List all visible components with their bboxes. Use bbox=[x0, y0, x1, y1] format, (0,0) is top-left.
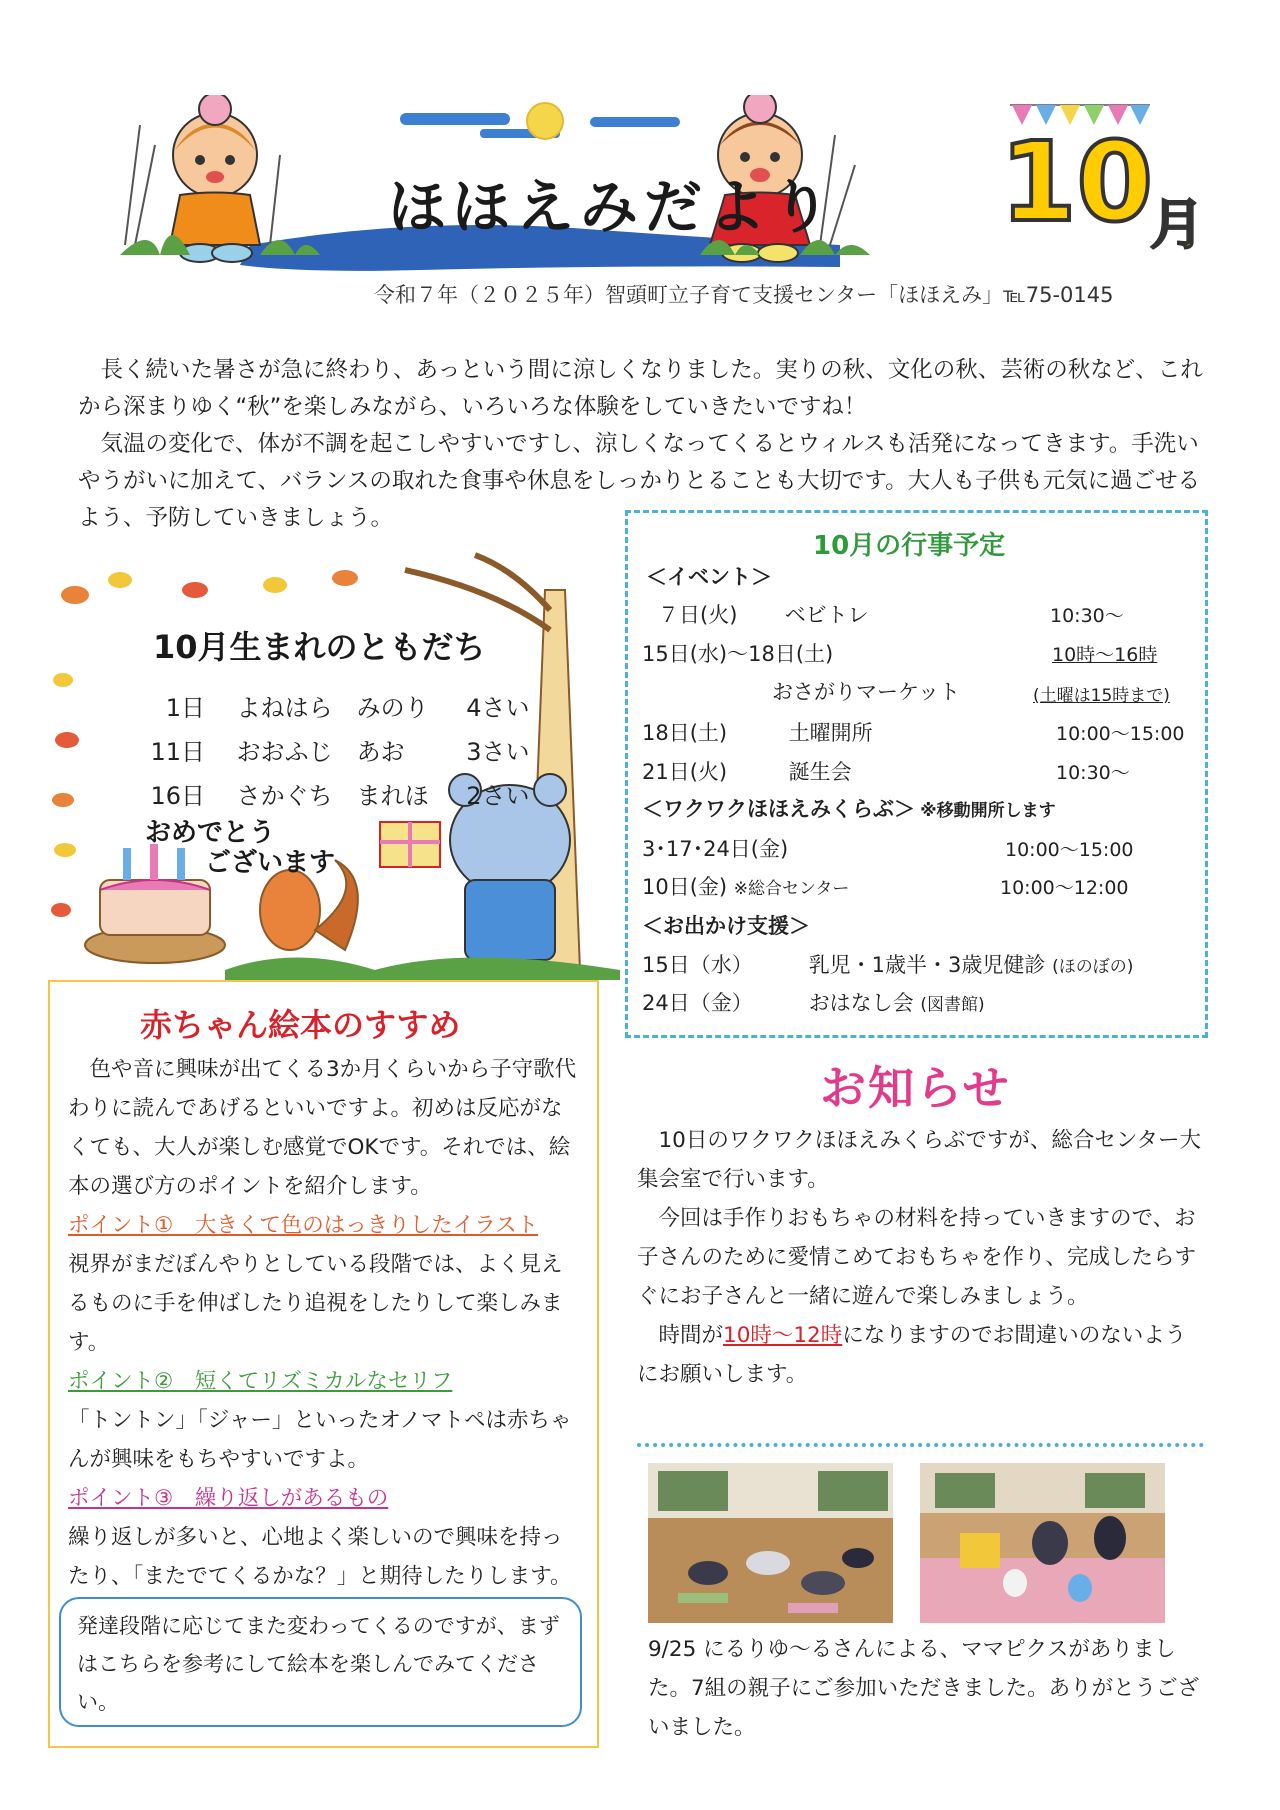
point-1-title: ポイント① 大きくて色のはっきりしたイラスト bbox=[68, 1213, 539, 1238]
outing-row bbox=[642, 949, 1133, 979]
club-time: 10:00～15:00 bbox=[1005, 839, 1134, 861]
outing-date: 24日（金） bbox=[642, 991, 753, 1015]
book-note: 発達段階に応じてまた変わってくるのですが、まずはこちらを参考にして絵本を楽しんでみてください。 bbox=[59, 1597, 582, 1727]
event-time: 10:00～15:00 bbox=[1056, 723, 1185, 745]
intro-paragraph-1: 長く続いた暑さが急に終わり、あっという間に涼しくなりました。実りの秋、文化の秋、芸術の秋など、これから深まりゆく“秋”を楽しみながら、いろいろな体験をしていきたいですね！ bbox=[78, 357, 1203, 420]
club-time: 10:00～12:00 bbox=[1000, 877, 1129, 899]
news-body bbox=[637, 1121, 1202, 1394]
club-location-note: ※総合センター bbox=[733, 879, 850, 899]
event-name: おさがりマーケット bbox=[772, 680, 960, 704]
news-title: お知らせ bbox=[820, 1061, 1011, 1115]
point-3-title: ポイント③ 繰り返しがあるもの bbox=[68, 1486, 389, 1511]
event-date: ７日(火) bbox=[658, 603, 738, 627]
page-title: ほほえみだより bbox=[388, 173, 837, 241]
event-row bbox=[642, 756, 852, 786]
event-photo-2 bbox=[920, 1463, 1165, 1623]
month-kanji: 月 bbox=[1150, 193, 1204, 256]
cloud-bar-left bbox=[400, 113, 510, 125]
event-name: 土曜開所 bbox=[788, 721, 873, 745]
event-time: 10:30～ bbox=[1050, 605, 1124, 627]
outing-place: (図書館) bbox=[920, 995, 985, 1015]
point-2-title: ポイント② 短くてリズミカルなセリフ bbox=[68, 1369, 453, 1394]
org-info-line: 令和７年（２０２５年）智頭町立子育て支援センター「ほほえみ」℡75-0145 bbox=[374, 283, 1114, 307]
event-time: 10時～16時 bbox=[1052, 644, 1158, 666]
event-row bbox=[642, 717, 873, 747]
point-3-text: 繰り返しが多いと、心地よく楽しいので興味を持ったり、「またでてくるかな？」と期待したりします。 bbox=[68, 1525, 572, 1589]
club-row bbox=[642, 871, 849, 901]
candle-2 bbox=[150, 844, 158, 880]
event-name: 誕生会 bbox=[788, 760, 852, 784]
outing-place: (ほのぼの) bbox=[1052, 957, 1134, 977]
event-row bbox=[658, 599, 869, 629]
birthday-day: 1日 bbox=[165, 694, 205, 722]
news-time: 10時～12時 bbox=[723, 1323, 843, 1348]
birthday-row bbox=[125, 776, 530, 811]
cloud-bar-right bbox=[590, 117, 680, 127]
event-photo-1 bbox=[648, 1463, 893, 1623]
book-body bbox=[68, 1050, 583, 1596]
birthday-age: 3さい bbox=[466, 738, 530, 766]
book-intro: 色や音に興味が出てくる3か月くらいから子守歌代わりに読んであげるといいですよ。初めは反応がなくても、大人が楽しむ感覚でOKです。それでは、絵本の選び方のポイントを紹介します。 bbox=[68, 1057, 577, 1199]
birthday-title: 10月生まれのともだち bbox=[153, 628, 486, 666]
event-header: ＜イベント＞ bbox=[646, 565, 772, 589]
tree-branch bbox=[405, 555, 550, 630]
birthday-age: 2さい bbox=[466, 782, 530, 810]
birthday-name: おおふじ あお bbox=[236, 738, 405, 766]
news-paragraph-3 bbox=[637, 1316, 1202, 1394]
birthday-name: さかぐち まれほ bbox=[236, 782, 429, 810]
event-date: 21日(火) bbox=[642, 760, 728, 784]
outing-name: 乳児・1歳半・3歳児健診 bbox=[808, 953, 1046, 977]
birthday-row bbox=[125, 732, 530, 767]
book-title: 赤ちゃん絵本のすすめ bbox=[140, 1006, 461, 1044]
outing-date: 15日（水） bbox=[642, 953, 753, 977]
club-date: 3･17･24日(金) bbox=[642, 837, 789, 861]
event-time-note: (土曜は15時まで) bbox=[1033, 686, 1170, 706]
club-header: ＜ワクワクほほえみくらぶ＞ bbox=[642, 797, 915, 821]
news-time-before: 時間が bbox=[658, 1323, 724, 1348]
schedule-title: 10月の行事予定 bbox=[813, 531, 1006, 561]
news-paragraph-2: 今回は手作りおもちゃの材料を持っていきますので、お子さんのために愛情こめておもちゃを作り、完成したらすぐにお子さんと一緒に遊んで楽しみましょう。 bbox=[637, 1206, 1197, 1309]
club-note: ※移動開所します bbox=[920, 801, 1056, 821]
child-left-illustration bbox=[120, 95, 320, 262]
intro-paragraph-2: 気温の変化で、体が不調を起こしやすいですし、涼しくなってくるとウィルスも活発になってきます。手洗いやうがいに加えて、バランスの取れた食事や休息をしっかりとることも大切です。大人も子供も元気に過ごせるよう、予防していきましょう。 bbox=[78, 431, 1201, 531]
outing-header: ＜お出かけ支援＞ bbox=[642, 914, 810, 938]
birthday-age: 4さい bbox=[466, 694, 530, 722]
congrats-line-1: おめでとう bbox=[145, 818, 276, 848]
outing-row bbox=[642, 987, 985, 1017]
news-time-after: になりますのでお間違いのないようにお願いします。 bbox=[637, 1323, 1187, 1387]
event-name: ベビトレ bbox=[784, 603, 869, 627]
point-1-text: 視界がまだぼんやりとしている段階では、よく見えるものに手を伸ばしたり追視をしたりして楽しみます。 bbox=[68, 1252, 563, 1355]
squirrel bbox=[260, 870, 320, 950]
club-date: 10日(金) bbox=[642, 875, 728, 899]
birthday-name: よねはら みのり bbox=[236, 694, 429, 722]
birthday-day: 16日 bbox=[150, 782, 205, 810]
outing-name: おはなし会 bbox=[808, 991, 914, 1015]
photo-caption-text: 9/25 にるりゆ～るさんによる、ママピクスがありました。7組の親子にご参加いただきました。ありがとうございました。 bbox=[648, 1637, 1200, 1740]
month-number: 10 bbox=[1000, 118, 1154, 246]
moon-icon bbox=[527, 103, 563, 139]
birthday-section bbox=[45, 550, 620, 980]
candle-1 bbox=[123, 848, 131, 880]
news-paragraph-1: 10日のワクワクほほえみくらぶですが、総合センター大集会室で行います。 bbox=[637, 1128, 1202, 1192]
point-2-text: 「トントン」「ジャー」といったオノマトペは赤ちゃんが興味をもちやすいですよ。 bbox=[68, 1408, 572, 1472]
dotted-divider bbox=[637, 1443, 1204, 1447]
congrats-line-2: ございます bbox=[205, 848, 336, 878]
photo-caption bbox=[648, 1630, 1203, 1747]
event-time: 10:30～ bbox=[1056, 762, 1130, 784]
birthday-day: 11日 bbox=[150, 738, 205, 766]
club-header-line bbox=[642, 793, 1056, 823]
candle-3 bbox=[177, 848, 185, 880]
schedule-box bbox=[625, 510, 1208, 1038]
event-date: 15日(水)～18日(土) bbox=[642, 642, 834, 666]
header bbox=[0, 0, 1280, 310]
event-date: 18日(土) bbox=[642, 721, 728, 745]
birthday-row bbox=[125, 688, 530, 723]
